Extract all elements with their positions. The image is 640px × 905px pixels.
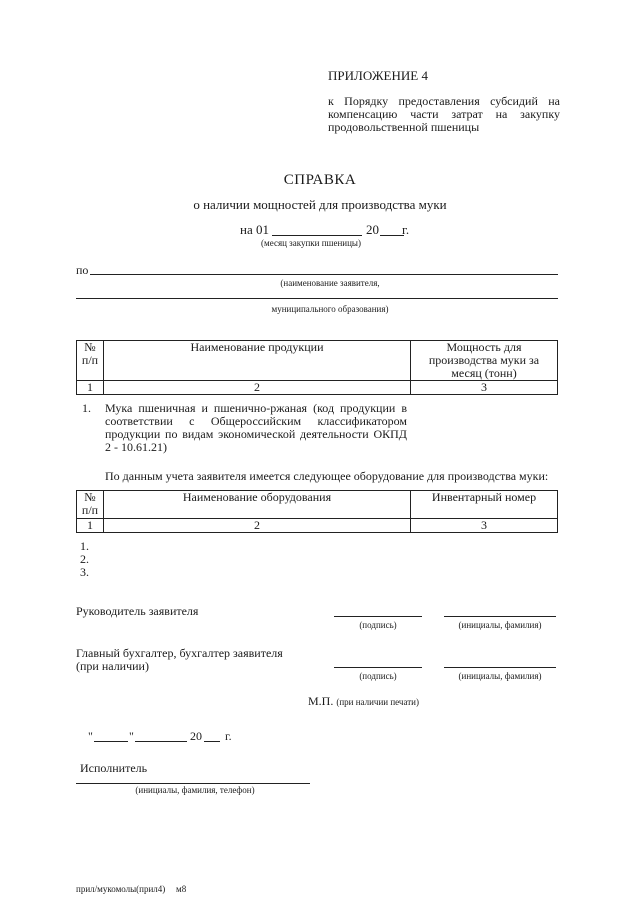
appendix-label: ПРИЛОЖЕНИЕ 4 [328,68,428,83]
stamp-label [308,694,419,709]
head-name-line [444,616,556,617]
list-item: 3. [80,565,89,579]
product-item-text: Мука пшеничная и пшенично-ржаная (код продукции в соответствии с Общероссийским классификатором продукции по видам экономической деятельности ОКПД 2 - 10.61.21) [105,401,407,454]
list-item: 2. [80,552,89,566]
date-quote-open: " [88,729,93,743]
table1-header-capacity: Мощность для производства муки за месяц (тонн) [411,341,558,381]
executor-label: Исполнитель [80,761,148,775]
head-name-caption: (инициалы, фамилия) [458,620,542,630]
product-item-number: 1. [82,401,91,415]
equipment-intro: По данным учета заявителя имеется следующее оборудование для производства муки: [105,469,549,483]
applicant-caption-2: муниципального образования) [271,304,389,314]
head-sign-caption: (подпись) [359,620,397,630]
document-title: СПРАВКА [283,172,357,188]
head-sign-line [334,616,422,617]
date-suffix-bottom: г. [225,729,232,743]
accountant-name-line [444,667,556,668]
year-blank [380,235,404,236]
table1-col-number: 3 [411,381,558,395]
applicant-caption-1: (наименование заявителя, [280,278,380,288]
capacity-table [76,340,558,395]
approval-reference: к Порядку предоставления субсидий на компенсацию части затрат на закупку продовольственной пшеницы [328,94,560,134]
executor-line [76,783,310,784]
table1-col-number: 1 [77,381,104,395]
date-suffix: г. [402,222,410,237]
accountant-sign-line [334,667,422,668]
accountant-note: (при наличии) [76,659,149,673]
equipment-table [76,490,558,533]
stamp-note: (при наличии печати) [336,697,419,707]
month-blank-bottom [135,741,187,742]
head-label: Руководитель заявителя [76,604,199,618]
footer-filename: прил/мукомолы(прил4) [76,884,166,894]
footer-code: м8 [176,884,187,894]
table2-header-inventory: Инвентарный номер [411,491,558,519]
accountant-name-caption: (инициалы, фамилия) [458,671,542,681]
month-blank [272,235,362,236]
list-item: 1. [80,539,89,553]
date-prefix: на 01 [240,222,269,237]
table1-header-product: Наименование продукции [104,341,411,381]
year-blank-bottom [204,741,220,742]
date-year-bottom: 20 [190,729,202,743]
date-quote-close: " [129,729,134,743]
applicant-line-2 [76,298,558,299]
month-caption: (месяц закупки пшеницы) [261,238,361,248]
table1-header-num: № п/п [77,341,104,381]
accountant-sign-caption: (подпись) [359,671,397,681]
document-subtitle: о наличии мощностей для производства муки [193,197,447,212]
table1-col-number: 2 [104,381,411,395]
executor-caption: (инициалы, фамилия, телефон) [135,785,255,795]
table2-col-number: 2 [104,519,411,533]
date-year: 20 [366,222,379,237]
applicant-prefix: по [76,263,89,277]
table2-col-number: 1 [77,519,104,533]
accountant-label: Главный бухгалтер, бухгалтер заявителя [76,646,283,660]
table2-header-num: № п/п [77,491,104,519]
applicant-line-1 [90,274,558,275]
stamp-main: М.П. [308,694,334,708]
day-blank [94,741,128,742]
table2-header-equipment: Наименование оборудования [104,491,411,519]
table2-col-number: 3 [411,519,558,533]
